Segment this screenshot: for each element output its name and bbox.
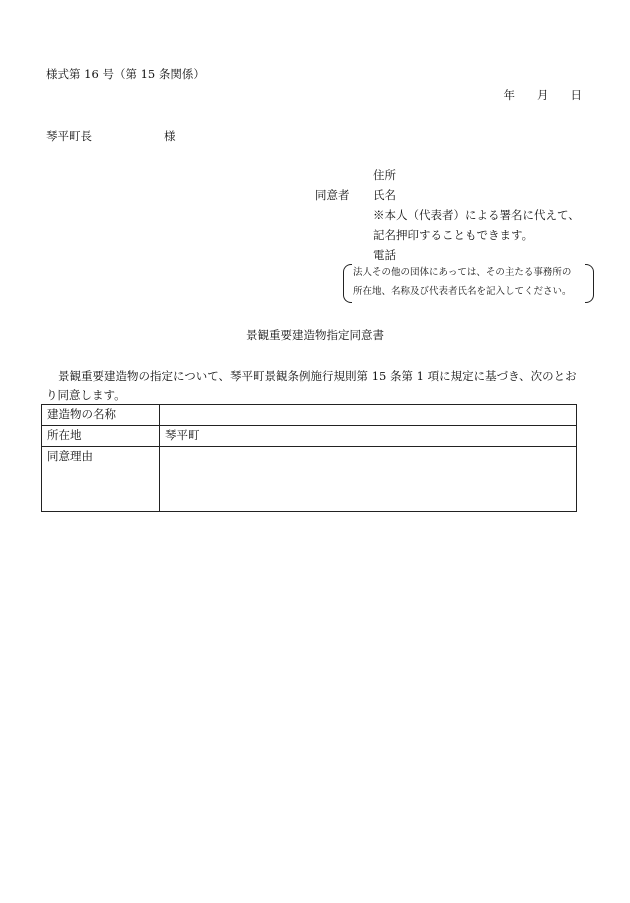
date-month: 月: [537, 88, 549, 102]
consenter-name-label: 氏名: [373, 188, 396, 202]
addressee-name: 琴平町長: [46, 129, 92, 143]
consent-reason-value[interactable]: [160, 447, 577, 512]
form-table: [41, 404, 577, 512]
body-text: 景観重要建造物の指定について、琴平町景観条例施行規則第 15 条第 1 項に規定に基づき、次のとおり同意します。: [46, 369, 577, 402]
bracket-left: [343, 264, 352, 303]
form-number: 様式第 16 号（第 15 条関係）: [46, 67, 205, 81]
honorific: 様: [164, 129, 176, 143]
document-title: 景観重要建造物指定同意書: [246, 328, 384, 342]
consenter-address-label: 住所: [373, 168, 396, 182]
table-row: [42, 405, 577, 426]
date-day: 日: [570, 88, 582, 102]
corporate-note: [353, 266, 587, 299]
corporate-note-bracket: [343, 264, 594, 301]
table-row: [42, 426, 577, 447]
signature-note-line2: 記名押印することもできます。: [373, 228, 534, 242]
building-name-value[interactable]: [160, 405, 577, 426]
consent-reason-label: 同意理由: [42, 447, 160, 512]
date-year: 年: [503, 88, 515, 102]
signature-note-line1: ※本人（代表者）による署名に代えて、: [373, 208, 580, 222]
consenter-phone-label: 電話: [373, 248, 396, 262]
consenter-label: 同意者: [315, 188, 350, 202]
corporate-note-line1: 法人その他の団体にあっては、その主たる事務所の: [353, 267, 572, 278]
date-line: [504, 87, 583, 103]
table-row: [42, 447, 577, 512]
addressee: [46, 128, 176, 144]
building-name-label: 建造物の名称: [42, 405, 160, 426]
location-value[interactable]: 琴平町: [160, 426, 577, 447]
corporate-note-line2: 所在地、名称及び代表者氏名を記入してください。: [353, 286, 572, 297]
location-label: 所在地: [42, 426, 160, 447]
